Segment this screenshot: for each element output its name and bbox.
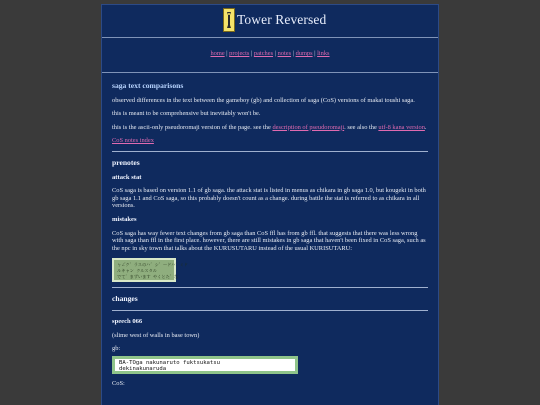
notes-index-paragraph (112, 137, 428, 145)
ascii-note (112, 124, 428, 132)
nav-separator: | (251, 50, 253, 57)
kana-version-link[interactable]: utf-8 kana version (378, 123, 425, 131)
gb-text-box: BA-TOga nakunaruto fuktsukatsu dekinakunaruda (112, 356, 298, 374)
main-content (102, 73, 438, 387)
mistakes-text: CoS saga has way fewer text changes from gb saga than CoS ffl has from gb ffl. that suggests that there was less wrong with saga than ffl in the first place. however, there are still mistakes in gb saga that haven't been fixed in CoS saga, such as the npc in sky town that talks about the KURUSUTARU instead of the usual KURISUTARU: (112, 229, 426, 252)
attack-stat-text: CoS saga is based on version 1.1 of gb saga. the attack stat is listed in menus as chikara in gb saga 1.0, but kougeki in both gb saga 1.1 and CoS saga, so this probably doesn't count as a change. during battle the stat is referred to as chikara in all versions. (112, 187, 426, 210)
section-divider (112, 287, 428, 288)
screenshot-line: ルキャン クルスタル (117, 268, 157, 274)
gb-label: gb: (112, 345, 121, 353)
nav-link-dumps[interactable]: dumps (295, 50, 313, 57)
changes-heading: changes (112, 294, 138, 304)
nav-link-notes[interactable]: notes (277, 50, 292, 57)
site-header (102, 5, 438, 38)
nav-separator: | (226, 50, 228, 57)
nav-link-links[interactable]: links (317, 50, 330, 57)
nav-separator: | (314, 50, 316, 57)
speech-note: (slime west of walls in base town) (112, 331, 200, 339)
section-divider (112, 151, 428, 152)
page-title: saga text comparisons (112, 81, 184, 90)
nav-link-home[interactable]: home (210, 50, 225, 57)
nav-separator: | (292, 50, 294, 57)
ascii-note-middle: . see also the (344, 123, 379, 131)
screenshot-line: ㄅㄥ゙ク゛ラスのハ゛シ゛ードハ゛ミド (117, 262, 188, 268)
screenshot-line: でて゛まずいます やくとた゛な (117, 274, 179, 280)
ascii-note-prefix: this is the ascii-only pseudoromaji version of the page. see the (112, 123, 273, 131)
section-divider (112, 310, 428, 311)
nav-link-projects[interactable]: projects (229, 50, 250, 57)
mistakes-heading: mistakes (112, 215, 137, 223)
nav-separator: | (274, 50, 276, 57)
top-nav (102, 38, 438, 73)
cos-label: CoS: (112, 379, 125, 387)
speech-heading: speech 066 (112, 317, 143, 325)
nav-link-patches[interactable]: patches (253, 50, 274, 57)
tower-logo-icon[interactable] (223, 8, 235, 32)
cos-notes-index-link[interactable]: CoS notes index (112, 137, 154, 145)
attack-stat-heading: attack stat (112, 173, 142, 181)
prenotes-heading: prenotes (112, 157, 140, 167)
ascii-note-suffix: . (424, 123, 427, 131)
comprehensive-note: this is meant to be comprehensive but inevitably won't be. (112, 110, 261, 118)
pseudoromaji-link[interactable]: description of pseudoromaji (272, 123, 345, 131)
gameboy-screenshot-image (112, 258, 188, 282)
page-container (101, 4, 439, 405)
intro-text: observed differences in the text between the gameboy (gb) and collection of saga (CoS) versions of makai toushi saga. (112, 96, 415, 104)
site-title[interactable]: Tower Reversed (237, 12, 327, 27)
